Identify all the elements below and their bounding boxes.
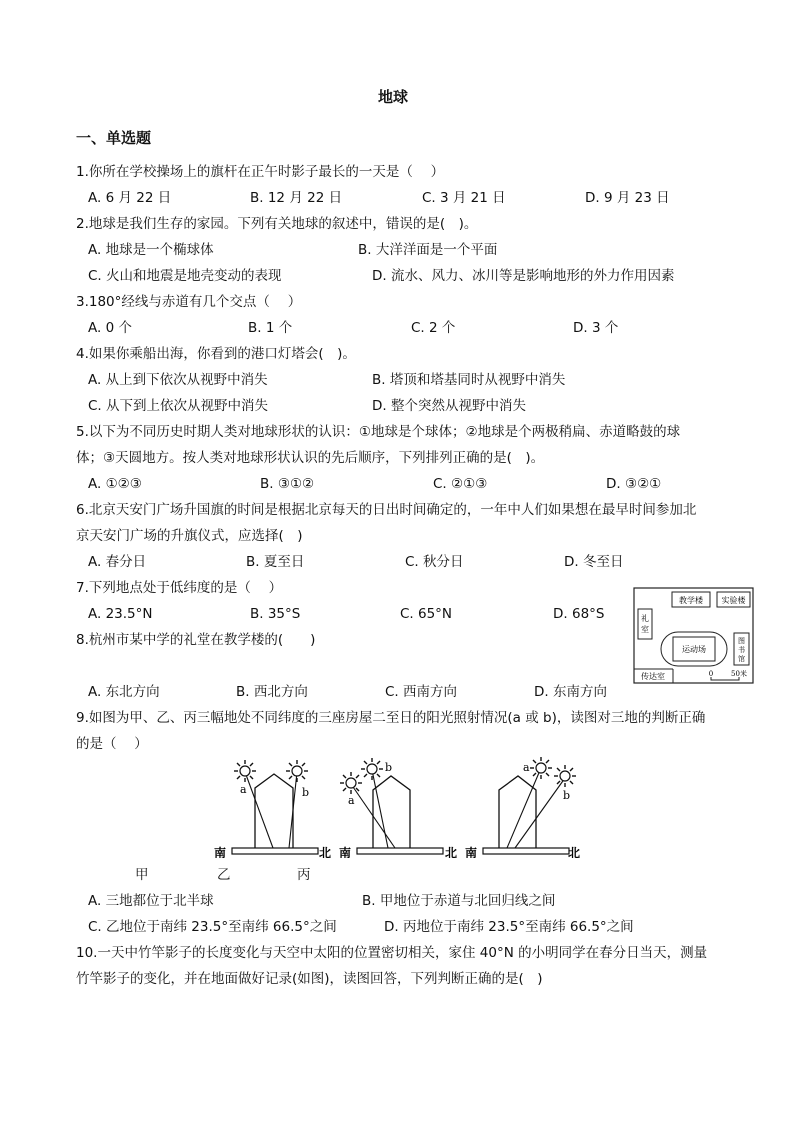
label-a-3: a <box>523 761 530 774</box>
ground-strip-3 <box>483 848 569 854</box>
ground-strip-1 <box>232 848 318 854</box>
figure-label-bing: 丙 <box>297 867 311 883</box>
map-library-label-3: 馆 <box>738 655 745 663</box>
q7-option-d: D. 68°S <box>553 606 605 622</box>
q8-option-b: B. 西北方向 <box>236 684 308 700</box>
label-north-3: 北 <box>568 846 581 858</box>
ray-a-1 <box>245 772 273 848</box>
q9-option-a: A. 三地都位于北半球 <box>88 893 214 909</box>
sun-icon <box>361 758 383 780</box>
q5-option-d: D. ③②① <box>606 476 662 492</box>
house-panel-1 <box>214 760 331 858</box>
q2-option-c: C. 火山和地震是地壳变动的表现 <box>88 268 282 284</box>
label-b-1: b <box>302 786 310 799</box>
map-scale-zero: 0 <box>708 670 714 678</box>
question-4-stem: 4.如果你乘船出海，你看到的港口灯塔会( )。 <box>76 346 356 362</box>
q4-option-a: A. 从上到下依次从视野中消失 <box>88 372 268 388</box>
q7-option-a: A. 23.5°N <box>88 606 153 622</box>
label-a-2: a <box>348 794 355 807</box>
sun-icon <box>286 760 308 782</box>
ray-b-2 <box>372 770 388 848</box>
label-north-2: 北 <box>445 846 458 858</box>
q9-option-d: D. 丙地位于南纬 23.5°至南纬 66.5°之间 <box>384 919 634 935</box>
house-outline-2 <box>373 776 410 848</box>
question-9-stem-line2: 的是（ ） <box>76 736 148 752</box>
label-south-2: 南 <box>339 846 352 858</box>
label-a-1: a <box>240 783 247 796</box>
q8-option-d: D. 东南方向 <box>534 684 607 700</box>
map-scale-fifty: 50米 <box>731 670 747 678</box>
question-8-stem: 8.杭州市某中学的礼堂在教学楼的( ) <box>76 632 316 648</box>
sun-icon <box>340 772 362 794</box>
house-panel-3 <box>465 757 580 858</box>
map-field-label: 运动场 <box>682 645 706 654</box>
q6-option-c: C. 秋分日 <box>405 554 464 570</box>
q1-option-d: D. 9 月 23 日 <box>585 190 670 206</box>
q7-option-b: B. 35°S <box>250 606 301 622</box>
ray-b-3 <box>515 778 565 848</box>
q6-option-a: A. 春分日 <box>88 554 147 570</box>
q3-option-c: C. 2 个 <box>411 320 456 336</box>
page-title: 地球 <box>378 88 409 106</box>
map-hall-label-1: 礼 <box>641 614 649 623</box>
house-outline-3 <box>499 776 536 848</box>
q6-option-d: D. 冬至日 <box>564 554 624 570</box>
question-6-stem-line1: 6.北京天安门广场升国旗的时间是根据北京每天的日出时间确定的，一年中人们如果想在最早时间参加北 <box>76 502 697 518</box>
q4-option-d: D. 整个突然从视野中消失 <box>372 398 526 414</box>
sun-icon <box>234 760 256 782</box>
question-5-stem-line1: 5.以下为不同历史时期人类对地球形状的认识：①地球是个球体；②地球是个两极稍扁、赤道略鼓的球 <box>76 424 681 440</box>
q1-option-b: B. 12 月 22 日 <box>250 190 343 206</box>
q8-option-c: C. 西南方向 <box>385 684 458 700</box>
map-gate-label: 传达室 <box>641 672 665 681</box>
q1-option-c: C. 3 月 21 日 <box>422 190 506 206</box>
school-map-figure <box>633 587 755 685</box>
q3-option-d: D. 3 个 <box>573 320 619 336</box>
ground-strip-2 <box>357 848 443 854</box>
question-3-stem: 3.180°经线与赤道有几个交点（ ） <box>76 294 302 310</box>
q7-option-c: C. 65°N <box>400 606 453 622</box>
q6-option-b: B. 夏至日 <box>246 554 305 570</box>
map-teaching-label: 教学楼 <box>679 596 703 605</box>
question-5-stem-line2: 体；③天圆地方。按人类对地球形状认识的先后顺序，下列排列正确的是( )。 <box>76 450 545 466</box>
section-heading: 一、单选题 <box>76 129 152 147</box>
house-panel-2 <box>339 758 457 858</box>
q9-option-c: C. 乙地位于南纬 23.5°至南纬 66.5°之间 <box>88 919 337 935</box>
label-b-2: b <box>385 761 393 774</box>
question-10-stem-line2: 竹竿影子的变化，并在地面做好记录(如图)，读图回答，下列判断正确的是( ) <box>76 971 543 987</box>
q2-option-a: A. 地球是一个椭球体 <box>88 242 214 258</box>
label-south-3: 南 <box>465 846 478 858</box>
figure-label-jia: 甲 <box>135 867 149 883</box>
q2-option-b: B. 大洋洋面是一个平面 <box>358 242 498 258</box>
question-10-stem-line1: 10.一天中竹竿影子的长度变化与天空中太阳的位置密切相关，家住 40°N 的小明同学在春分日当天，测量 <box>76 945 708 961</box>
q4-option-b: B. 塔顶和塔基同时从视野中消失 <box>372 372 566 388</box>
q3-option-a: A. 0 个 <box>88 320 132 336</box>
label-north-1: 北 <box>319 846 332 858</box>
q8-option-a: A. 东北方向 <box>88 684 160 700</box>
q4-option-c: C. 从下到上依次从视野中消失 <box>88 398 269 414</box>
figure-label-yi: 乙 <box>217 867 231 883</box>
q3-option-b: B. 1 个 <box>248 320 293 336</box>
map-library-label-2: 书 <box>738 646 745 654</box>
q1-option-a: A. 6 月 22 日 <box>88 190 172 206</box>
sun-icon <box>530 757 552 779</box>
label-b-3: b <box>563 789 571 802</box>
q5-option-a: A. ①②③ <box>88 476 142 492</box>
q9-option-b: B. 甲地位于赤道与北回归线之间 <box>362 893 556 909</box>
question-1-stem: 1.你所在学校操场上的旗杆在正午时影子最长的一天是（ ） <box>76 164 445 180</box>
sunlight-houses-figure <box>205 756 595 858</box>
sun-icon <box>554 765 576 787</box>
question-6-stem-line2: 京天安门广场的升旗仪式，应选择( ) <box>76 528 303 544</box>
map-lab-label: 实验楼 <box>721 596 746 605</box>
question-9-stem-line1: 9.如图为甲、乙、丙三幅地处不同纬度的三座房屋二至日的阳光照射情况(a 或 b)，读图对三地的判断正确 <box>76 710 706 726</box>
label-south-1: 南 <box>214 846 227 858</box>
map-hall-label-2: 室 <box>641 625 649 634</box>
q2-option-d: D. 流水、风力、冰川等是影响地形的外力作用因素 <box>372 268 675 284</box>
map-library-label-1: 图 <box>738 637 745 645</box>
question-7-stem: 7.下列地点处于低纬度的是（ ） <box>76 580 283 596</box>
q5-option-b: B. ③①② <box>260 476 315 492</box>
house-outline-1 <box>255 774 293 848</box>
question-2-stem: 2.地球是我们生存的家园。下列有关地球的叙述中，错误的是( )。 <box>76 216 478 232</box>
q5-option-c: C. ②①③ <box>433 476 488 492</box>
